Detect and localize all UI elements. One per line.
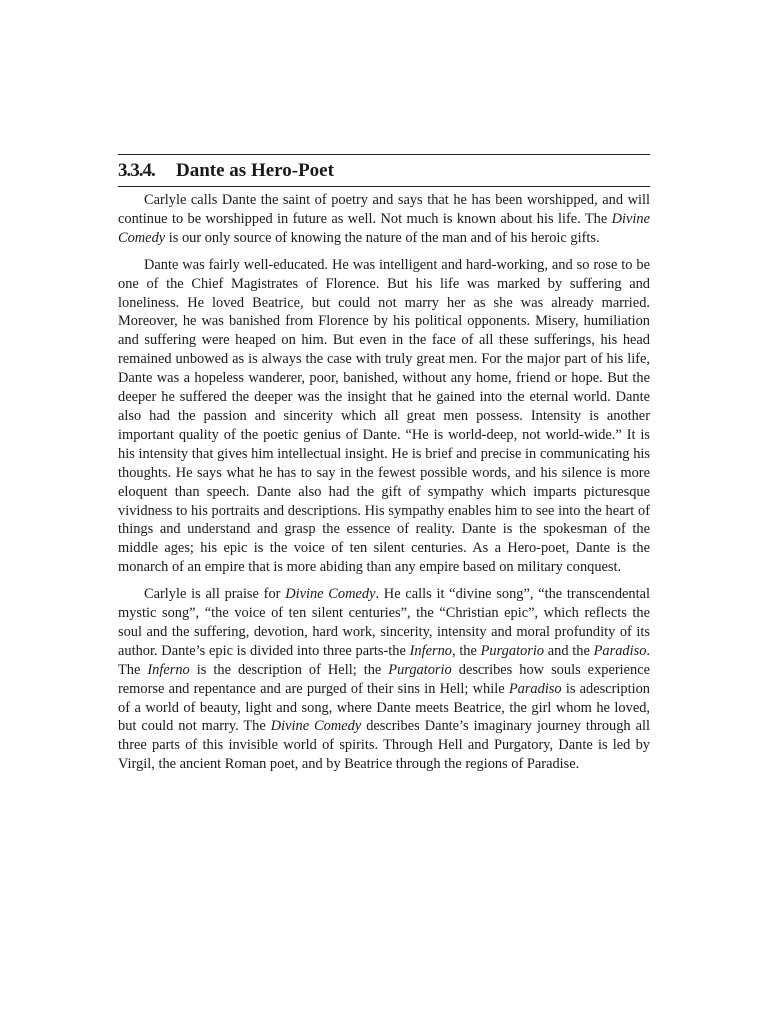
text-run: , the xyxy=(451,642,481,659)
italic-title: Divine Comedy xyxy=(285,586,376,603)
section-number: 3.3.4. xyxy=(118,160,155,181)
text-run: describes Dante’s imaginary journey through all three parts of this invisible world of spirits. Through Hell and Purgatory, Dante is led by Virgil, the ancient Roman poet, and by Beatrice through the regions of Paradise. xyxy=(118,718,650,773)
italic-title: Paradiso xyxy=(593,642,647,659)
text-run: Carlyle calls Dante the saint of poetry and says that he has been worshipped, and will continue to be worshipped in future as well. Not much is known about his life. The xyxy=(118,192,650,227)
italic-title: Inferno xyxy=(409,642,452,659)
italic-title: Purgatorio xyxy=(388,661,452,678)
text-run: is our only source of knowing the nature of the man and of his heroic gifts. xyxy=(165,229,600,246)
text-run: describes how souls experience remorse and repentance and are purged of their sins in Hell; while xyxy=(118,661,650,697)
text-run: . The xyxy=(118,642,651,678)
italic-title: Inferno xyxy=(147,661,190,678)
paragraph-2 xyxy=(118,256,650,577)
paragraph-1 xyxy=(118,191,650,248)
heading-rule xyxy=(118,186,650,187)
text-run: Dante was fairly well-educated. He was intelligent and hard-working, and so rose to be one of the Chief Magistrates of Florence. But his life was marked by suffering and loneliness. He loved Beatrice, but could not marry her as she was already married. Moreover, he was banished from Florence by his political opponents. Misery, humiliation and suffering were heaped on him. But even in the face of all these sufferings, his head remained unbowed as is always the case with truly great men. For the major part of his life, Dante was a hopeless wanderer, poor, banished, without any home, friend or hope. But the deeper he suffered the deeper was the insight that he gained into the eternal world. Dante also had the passion and sincerity which all great men possess. Intensity is another important quality of the poetic genius of Dante. “He is world-deep, not world-wide.” It is his intensity that gives him intellectual insight. He is brief and precise in communicating his thoughts. He says what he has to say in the fewest possible words, and his silence is more eloquent than speech. Dante also had the gift of sympathy which imparts picturesque vividness to his portraits and descriptions. His sympathy enables him to see into the heart of things and understand and grasp the essence of reality. Dante is the spokesman of the middle ages; his epic is the voice of ten silent centuries. As a Hero-poet, Dante is the monarch of an empire that is more abiding than any empire based on military conquest. xyxy=(118,256,650,576)
italic-title: Divine Comedy xyxy=(270,718,362,735)
page-content xyxy=(118,154,650,782)
italic-title: Paradiso xyxy=(508,680,562,697)
text-run: Carlyle is all praise for xyxy=(144,586,286,603)
paragraph-3 xyxy=(118,585,650,774)
italic-title: Purgatorio xyxy=(480,642,545,659)
section-title: Dante as Hero-Poet xyxy=(176,160,334,181)
italic-title: Divine Comedy xyxy=(118,210,650,246)
text-run: . He calls it “divine song”, “the transcendental mystic song”, “the voice of ten silent centuries”, the “Christian epic”, which reflects the soul and the suffering, devotion, hard work, sincerity, intensity and moral profundity of its author. Dante’s epic is divided into three parts-the xyxy=(118,586,651,659)
text-run: is adescription of a world of beauty, light and song, where Dante meets Beatrice, the girl whom he loved, but could not marry. The xyxy=(118,680,650,735)
text-run: is the description of Hell; the xyxy=(189,661,389,678)
body-text xyxy=(118,191,650,774)
section-heading xyxy=(118,155,650,186)
text-run: and the xyxy=(544,642,594,659)
